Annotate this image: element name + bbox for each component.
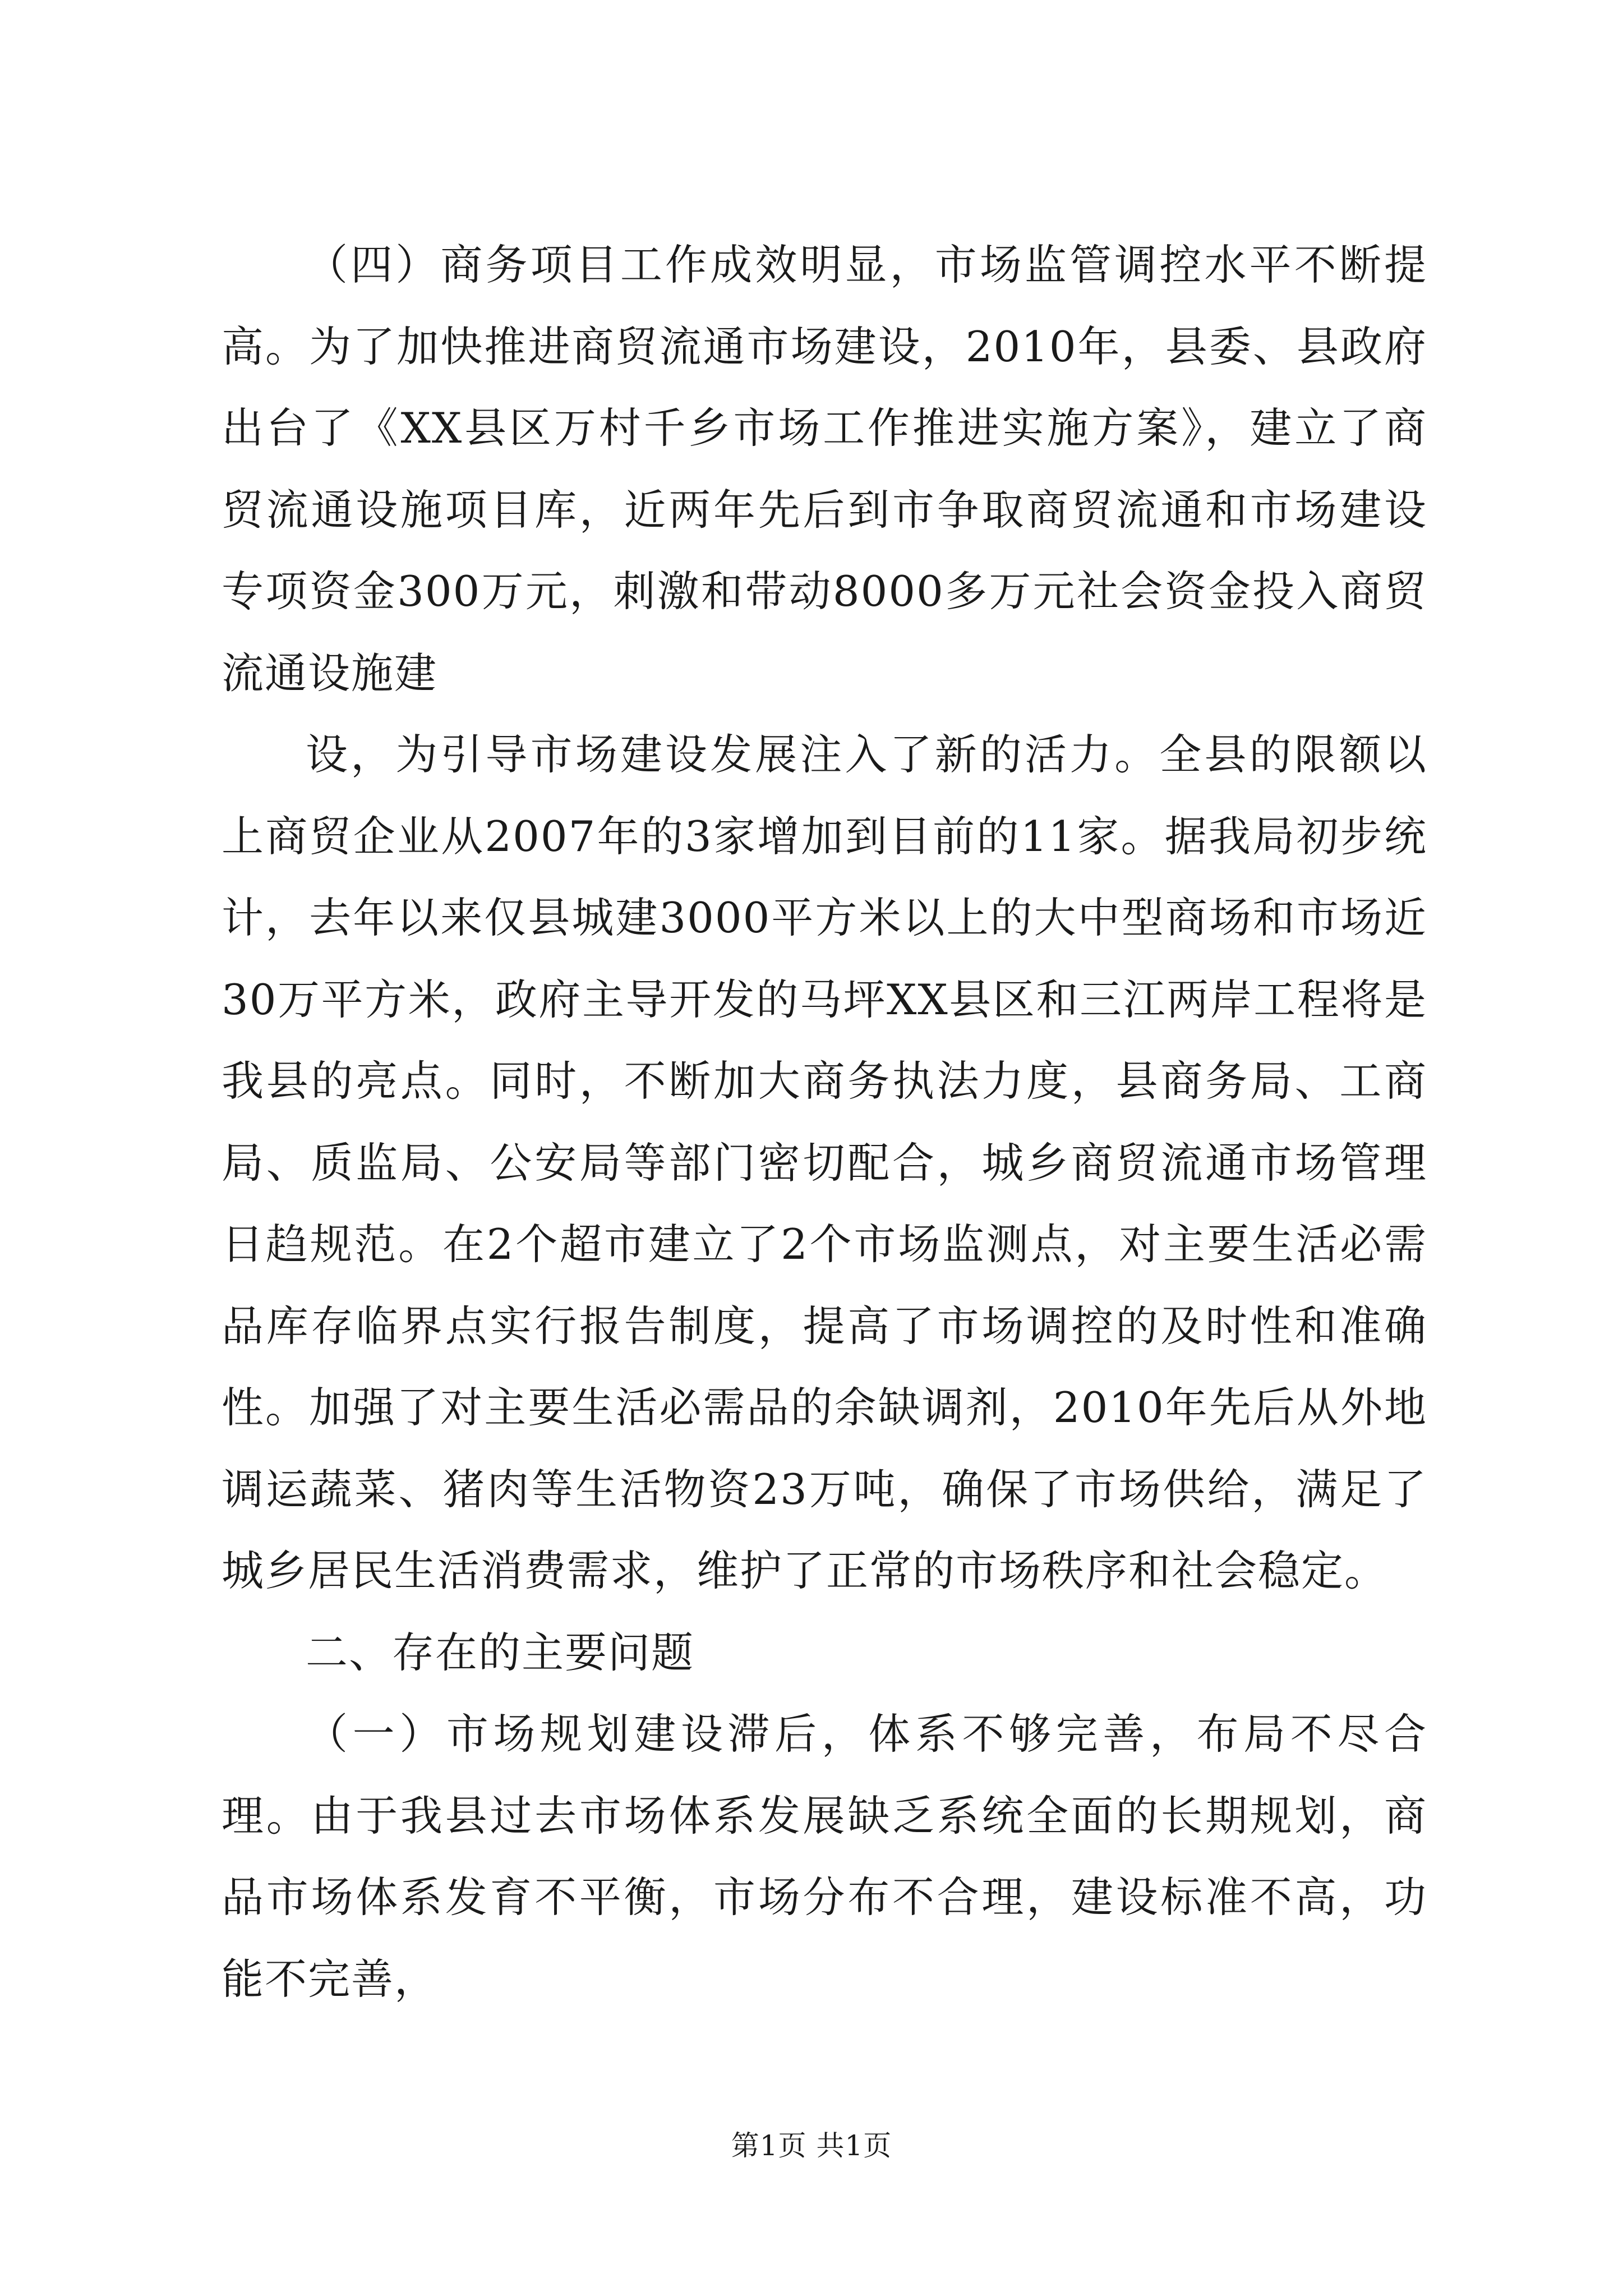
- body-text: [222, 224, 1427, 2020]
- section-heading-main-problems: 二、存在的主要问题: [306, 1627, 695, 1677]
- paragraph-market-planning: （一）市场规划建设滞后，体系不够完善，布局不尽合理。由于我县过去市场体系发展缺乏系统全面的长期规划，商品市场体系发育不平衡，市场分布不合理，建设标准不高，功能不完善，: [222, 1709, 1427, 2004]
- paragraph-market-construction: 设，为引导市场建设发展注入了新的活力。全县的限额以上商贸企业从2007年的3家增加到目前的11家。据我局初步统计，去年以来仅县城建3000平方米以上的大中型商场和市场近30万平方米，政府主导开发的马坪XX县区和三江两岸工程将是我县的亮点。同时，不断加大商务执法力度，县商务局、工商局、质监局、公安局等部门密切配合，城乡商贸流通市场管理日趋规范。在2个超市建立了2个市场监测点，对主要生活必需品库存临界点实行报告制度，提高了市场调控的及时性和准确性。加强了对主要生活必需品的余缺调剂，2010年先后从外地调运蔬菜、猪肉等生活物资23万吨，确保了市场供给，满足了城乡居民生活消费需求，维护了正常的市场秩序和社会稳定。: [222, 730, 1427, 1595]
- page-footer: 第1页 共1页: [731, 2129, 892, 2162]
- paragraph-commerce-projects: （四）商务项目工作成效明显，市场监管调控水平不断提高。为了加快推进商贸流通市场建设，2010年，县委、县政府出台了《XX县区万村千乡市场工作推进实施方案》，建立了商贸流通设施项目库，近两年先后到市争取商贸流通和市场建设专项资金300万元，刺激和带动8000多万元社会资金投入商贸流通设施建: [222, 240, 1427, 698]
